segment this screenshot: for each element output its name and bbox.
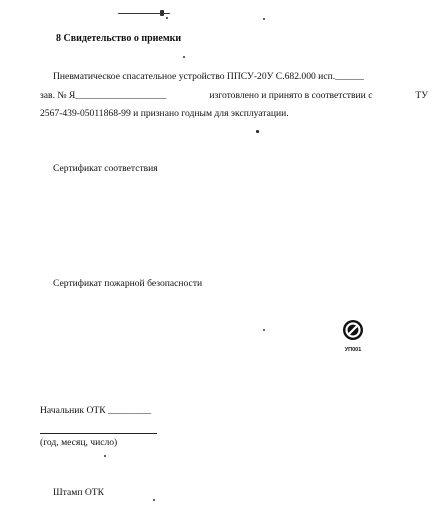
paragraph-line-2 (40, 90, 428, 102)
chief-otk-signature: Начальник ОТК _________ (40, 405, 152, 416)
serial-number-field: зав. № Я___________________ (40, 90, 167, 101)
seal-code: УП001 (344, 347, 362, 353)
paragraph-line-1: Пневматическое спасательное устройство ППСУ-20У С.682.000 исп.______ (53, 71, 364, 82)
certification-mark-icon (342, 319, 364, 341)
certificate-fire-safety-label: Сертификат пожарной безопасности (53, 278, 203, 289)
paragraph-line-3: 2567-439-05011868-99 и признано годным для эксплуатации. (40, 108, 289, 119)
stamp-otk-label: Штамп ОТК (53, 487, 105, 498)
spec-prefix: ТУ (415, 90, 428, 101)
date-signature-line (40, 433, 157, 434)
section-title: 8 Свидетельство о приемки (56, 33, 182, 44)
compliance-text: изготовлено и принято в соответствии с (209, 90, 373, 101)
certificate-conformity-label: Сертификат соответствия (53, 163, 158, 174)
certification-seal (338, 319, 368, 353)
date-caption: (год, месяц, число) (40, 437, 118, 448)
